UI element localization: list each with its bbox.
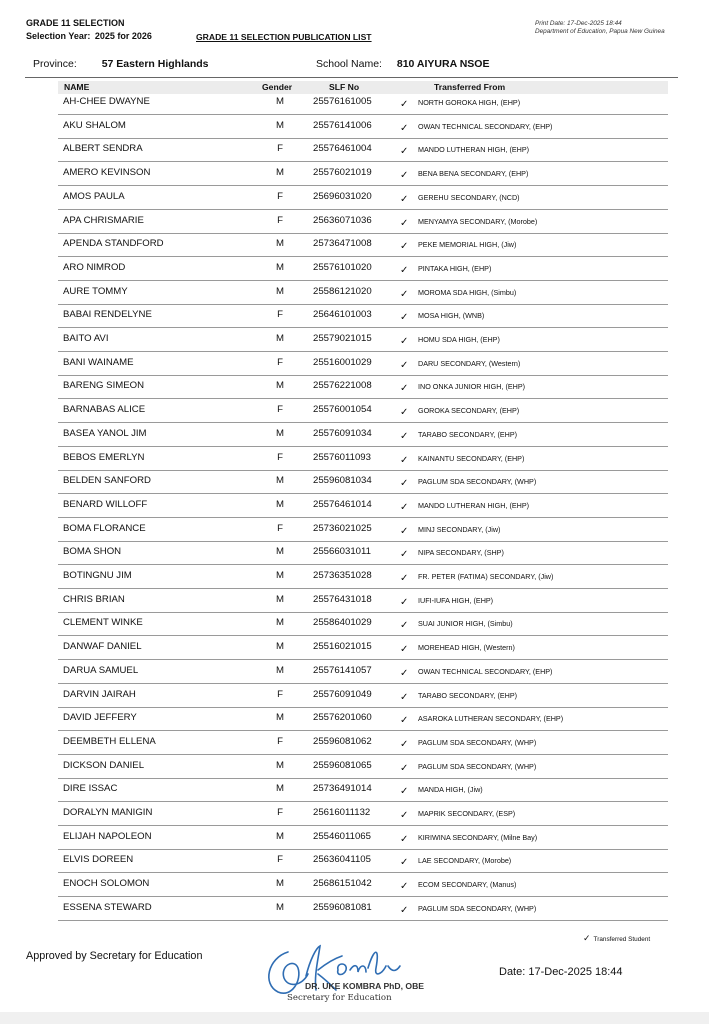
slf-number: 25686151042 <box>313 878 372 890</box>
student-name: DICKSON DANIEL <box>63 759 145 771</box>
gender: M <box>276 119 284 131</box>
column-header-gender: Gender <box>262 82 293 92</box>
row-divider <box>58 161 668 162</box>
signatory-title: Secretary for Education <box>287 993 392 1003</box>
student-name: DANWAF DANIEL <box>63 641 142 653</box>
selection-year-label: Selection Year: <box>26 31 91 41</box>
table-row <box>0 522 709 546</box>
transferred-check-icon: ✓ <box>400 762 409 774</box>
row-divider <box>58 398 668 399</box>
row-divider <box>58 588 668 589</box>
transferred-from: MOROMA SDA HIGH, (Simbu) <box>418 287 517 297</box>
school-label: School Name: <box>316 58 382 70</box>
slf-number: 25596081062 <box>313 735 372 747</box>
slf-number: 25736471008 <box>313 238 372 250</box>
transferred-from: MANDO LUTHERAN HIGH, (EHP) <box>418 145 530 155</box>
transferred-check-icon: ✓ <box>400 383 409 395</box>
slf-number: 25576201060 <box>313 712 372 724</box>
table-row <box>0 308 709 332</box>
slf-number: 25566031011 <box>313 546 371 558</box>
transferred-check-icon: ✓ <box>400 715 409 727</box>
publication-title: GRADE 11 SELECTION PUBLICATION LIST <box>196 32 372 42</box>
transferred-check-icon: ✓ <box>400 217 409 229</box>
gender: M <box>276 830 284 842</box>
slf-number: 25576461014 <box>313 498 372 510</box>
gender: M <box>276 546 284 558</box>
slf-number: 25596081034 <box>313 475 372 487</box>
slf-number: 25576221008 <box>313 380 372 392</box>
student-name: DEEMBETH ELLENA <box>63 735 156 747</box>
transferred-check-icon: ✓ <box>400 857 409 869</box>
gender: M <box>276 593 284 605</box>
transferred-from: KIRIWINA SECONDARY, (Milne Bay) <box>418 832 538 842</box>
student-name: DIRE ISSAC <box>63 783 118 795</box>
slf-number: 25576011093 <box>313 451 371 463</box>
column-header-name: NAME <box>64 82 90 92</box>
student-name: ALBERT SENDRA <box>63 143 143 155</box>
slf-number: 25576101020 <box>313 261 372 273</box>
gender: M <box>276 96 284 107</box>
school <box>316 58 489 70</box>
school-value: 810 AIYURA NSOE <box>396 58 490 70</box>
table-row <box>0 711 709 735</box>
table-row <box>0 427 709 451</box>
slf-number: 25736351028 <box>313 570 372 581</box>
header-divider <box>25 77 678 78</box>
row-divider <box>58 872 668 873</box>
slf-number: 25576021019 <box>313 167 372 179</box>
header-left <box>26 17 152 43</box>
transferred-from: PINTAKA HIGH, (EHP) <box>418 263 492 273</box>
gender: M <box>276 475 284 487</box>
row-divider <box>58 778 668 779</box>
row-divider <box>58 896 668 897</box>
transferred-check-icon: ✓ <box>400 573 409 584</box>
table-row <box>0 356 709 380</box>
print-date: Print Date: 17-Dec-2025 18:44 <box>535 20 622 27</box>
student-name: DARUA SAMUEL <box>63 664 139 676</box>
transferred-from: TARABO SECONDARY, (EHP) <box>418 429 518 439</box>
slf-number: 25696031020 <box>313 190 372 202</box>
table-row <box>0 735 709 759</box>
transferred-check-icon: ✓ <box>400 786 409 798</box>
transferred-check-icon: ✓ <box>400 644 409 656</box>
slf-number: 25736491014 <box>313 783 372 795</box>
transferred-from: GOROKA SECONDARY, (EHP) <box>418 406 520 416</box>
row-divider <box>58 185 668 186</box>
gender: M <box>276 498 284 510</box>
table-row <box>0 688 709 712</box>
slf-number: 25636071036 <box>313 214 372 226</box>
signatory-name: DR. UKE KOMBRA PhD, OBE <box>305 981 425 991</box>
gender: M <box>276 664 284 676</box>
table-row <box>0 142 709 166</box>
student-name: AH-CHEE DWAYNE <box>63 96 150 107</box>
transferred-check-icon: ✓ <box>400 596 409 608</box>
transferred-from: KAINANTU SECONDARY, (EHP) <box>418 453 525 463</box>
row-divider <box>58 707 668 708</box>
transferred-from: PAGLUM SDA SECONDARY, (WHP) <box>418 761 537 771</box>
transferred-check-icon: ✓ <box>400 288 409 300</box>
legend <box>583 933 650 944</box>
slf-number: 25596081065 <box>313 759 372 771</box>
student-name: BOTINGNU JIM <box>63 570 132 581</box>
gender: F <box>277 356 283 368</box>
transferred-check-icon: ✓ <box>400 454 409 466</box>
selection-year-value: 2025 for 2026 <box>94 31 152 41</box>
page-bottom-edge <box>0 1012 709 1024</box>
transferred-from: NIPA SECONDARY, (SHP) <box>418 548 504 558</box>
row-divider <box>58 849 668 850</box>
row-divider <box>58 470 668 471</box>
gender: F <box>277 190 283 202</box>
slf-number: 25596081081 <box>313 901 372 913</box>
transferred-from: GEREHU SECONDARY, (NCD) <box>418 192 520 202</box>
transferred-from: MANDO LUTHERAN HIGH, (EHP) <box>418 500 530 510</box>
slf-number: 25579021015 <box>313 333 372 344</box>
slf-number: 25576461004 <box>313 143 372 155</box>
column-header-transferred: Transferred From <box>434 82 506 92</box>
table-row <box>0 237 709 261</box>
student-name: BELDEN SANFORD <box>63 475 151 487</box>
table-row <box>0 95 709 119</box>
transferred-check-icon: ✓ <box>400 667 409 679</box>
student-name: BENARD WILLOFF <box>63 498 148 510</box>
slf-number: 25576091049 <box>313 688 372 700</box>
student-name: DORALYN MANIGIN <box>63 807 153 818</box>
table-row <box>0 593 709 617</box>
row-divider <box>58 612 668 613</box>
signature-image <box>258 940 408 1000</box>
transferred-check-icon: ✓ <box>400 122 409 134</box>
student-name: CHRIS BRIAN <box>63 593 125 605</box>
student-name: DARVIN JAIRAH <box>63 688 136 700</box>
transferred-check-icon: ✓ <box>400 525 409 537</box>
table-row <box>0 901 709 925</box>
row-divider <box>58 233 668 234</box>
slf-number: 25516021015 <box>313 641 372 653</box>
table-row <box>0 332 709 356</box>
table-row <box>0 782 709 806</box>
header-right <box>535 20 665 36</box>
table-row <box>0 759 709 783</box>
transferred-from: MENYAMYA SECONDARY, (Morobe) <box>418 216 538 226</box>
legend-text: Transferred Student <box>593 936 651 943</box>
transferred-from: MAPRIK SECONDARY, (ESP) <box>418 809 516 818</box>
row-divider <box>58 422 668 423</box>
gender: F <box>277 309 283 321</box>
gender: M <box>276 285 284 297</box>
slf-number: 25586401029 <box>313 617 372 629</box>
table-row <box>0 640 709 664</box>
gender: M <box>276 238 284 250</box>
transferred-from: HOMU SDA HIGH, (EHP) <box>418 335 500 344</box>
table-row <box>0 190 709 214</box>
slf-number: 25546011065 <box>313 830 371 842</box>
table-row <box>0 166 709 190</box>
row-divider <box>58 446 668 447</box>
gender: F <box>277 214 283 226</box>
row-divider <box>58 327 668 328</box>
transferred-from: BENA BENA SECONDARY, (EHP) <box>418 169 529 179</box>
province-value: 57 Eastern Highlands <box>101 58 209 70</box>
student-name: AMOS PAULA <box>63 190 125 202</box>
transferred-check-icon: ✓ <box>400 241 409 253</box>
gender: F <box>277 404 283 416</box>
transferred-from: ECOM SECONDARY, (Manus) <box>418 880 517 890</box>
student-name: ELVIS DOREEN <box>63 854 134 866</box>
transferred-check-icon: ✓ <box>400 549 409 561</box>
gender: M <box>276 333 284 344</box>
slf-number: 25576141057 <box>313 664 372 676</box>
student-name: BOMA FLORANCE <box>63 522 146 534</box>
approved-by: Approved by Secretary for Education <box>26 950 203 962</box>
transferred-from: MOREHEAD HIGH, (Western) <box>418 643 515 653</box>
student-name: BASEA YANOL JIM <box>63 427 147 439</box>
student-name: BANI WAINAME <box>63 356 134 368</box>
approval-date: Date: 17-Dec-2025 18:44 <box>499 966 623 978</box>
transferred-from: IUFI-IUFA HIGH, (EHP) <box>418 595 494 605</box>
row-divider <box>58 304 668 305</box>
table-row <box>0 877 709 901</box>
table-row <box>0 451 709 475</box>
transferred-check-icon: ✓ <box>400 833 409 845</box>
gender: M <box>276 641 284 653</box>
transferred-from: OWAN TECHNICAL SECONDARY, (EHP) <box>418 121 553 131</box>
table-row <box>0 119 709 143</box>
student-name: ELIJAH NAPOLEON <box>63 830 152 842</box>
table-row <box>0 806 709 830</box>
gender: M <box>276 901 284 913</box>
transferred-from: ASAROKA LUTHERAN SECONDARY, (EHP) <box>418 714 564 724</box>
row-divider <box>58 114 668 115</box>
transferred-check-icon: ✓ <box>400 264 409 276</box>
gender: F <box>277 688 283 700</box>
transferred-from: PAGLUM SDA SECONDARY, (WHP) <box>418 477 537 487</box>
table-row <box>0 545 709 569</box>
table-row <box>0 379 709 403</box>
slf-number: 25616011132 <box>313 807 371 818</box>
table-row <box>0 664 709 688</box>
student-name: AMERO KEVINSON <box>63 167 151 179</box>
department: Department of Education, Papua New Guinea <box>535 28 665 35</box>
check-icon: ✓ <box>583 933 591 943</box>
row-divider <box>58 825 668 826</box>
transferred-check-icon: ✓ <box>400 478 409 490</box>
student-name: ESSENA STEWARD <box>63 901 152 913</box>
transferred-from: MANDA HIGH, (Jiw) <box>418 785 483 795</box>
gender: M <box>276 712 284 724</box>
student-name: AKU SHALOM <box>63 119 126 131</box>
gender: M <box>276 783 284 795</box>
transferred-from: INO ONKA JUNIOR HIGH, (EHP) <box>418 382 526 392</box>
transferred-from: PAGLUM SDA SECONDARY, (WHP) <box>418 903 537 913</box>
selection-year <box>26 30 152 43</box>
row-divider <box>58 493 668 494</box>
transferred-from: NORTH GOROKA HIGH, (EHP) <box>418 98 521 107</box>
slf-number: 25576141006 <box>313 119 372 131</box>
slf-number: 25576161005 <box>313 96 372 107</box>
table-row <box>0 498 709 522</box>
transferred-from: FR. PETER (FATIMA) SECONDARY, (Jiw) <box>418 572 554 581</box>
column-header-slf: SLF No <box>329 82 360 92</box>
slf-number: 25736021025 <box>313 522 372 534</box>
row-divider <box>58 256 668 257</box>
student-name: BARNABAS ALICE <box>63 404 146 416</box>
slf-number: 25516001029 <box>313 356 372 368</box>
student-name: APENDA STANDFORD <box>63 238 164 250</box>
row-divider <box>58 209 668 210</box>
table-row <box>0 616 709 640</box>
transferred-from: DARU SECONDARY, (Western) <box>418 358 521 368</box>
row-divider <box>58 659 668 660</box>
row-divider <box>58 683 668 684</box>
table-row <box>0 403 709 427</box>
document-title: GRADE 11 SELECTION <box>26 18 125 28</box>
transferred-from: SUAI JUNIOR HIGH, (Simbu) <box>418 619 513 629</box>
student-name: ENOCH SOLOMON <box>63 878 150 890</box>
transferred-check-icon: ✓ <box>400 501 409 513</box>
transferred-from: TARABO SECONDARY, (EHP) <box>418 690 518 700</box>
row-divider <box>58 635 668 636</box>
transferred-check-icon: ✓ <box>400 359 409 371</box>
table-row <box>0 261 709 285</box>
transferred-from: PEKE MEMORIAL HIGH, (Jiw) <box>418 240 517 250</box>
transferred-from: MINJ SECONDARY, (Jiw) <box>418 524 501 534</box>
row-divider <box>58 280 668 281</box>
slf-number: 25636041105 <box>313 854 371 866</box>
gender: M <box>276 380 284 392</box>
transferred-check-icon: ✓ <box>400 146 409 158</box>
transferred-check-icon: ✓ <box>400 691 409 703</box>
gender: M <box>276 617 284 629</box>
gender: F <box>277 735 283 747</box>
slf-number: 25576091034 <box>313 427 372 439</box>
row-divider <box>58 754 668 755</box>
student-name: APA CHRISMARIE <box>63 214 144 226</box>
student-name: ARO NIMROD <box>63 261 126 273</box>
slf-number: 25586121020 <box>313 285 372 297</box>
table-row <box>0 853 709 877</box>
gender: F <box>277 807 283 818</box>
transferred-check-icon: ✓ <box>400 170 409 182</box>
gender: M <box>276 878 284 890</box>
transferred-check-icon: ✓ <box>400 881 409 893</box>
table-row <box>0 569 709 593</box>
row-divider <box>58 541 668 542</box>
student-name: BOMA SHON <box>63 546 122 558</box>
transferred-check-icon: ✓ <box>400 193 409 205</box>
transferred-from: OWAN TECHNICAL SECONDARY, (EHP) <box>418 666 553 676</box>
transferred-check-icon: ✓ <box>400 312 409 324</box>
transferred-check-icon: ✓ <box>400 336 409 347</box>
row-divider <box>58 351 668 352</box>
column-header-bar <box>58 81 668 94</box>
student-name: BEBOS EMERLYN <box>63 451 145 463</box>
transferred-check-icon: ✓ <box>400 904 409 916</box>
gender: M <box>276 570 284 581</box>
student-name: AURE TOMMY <box>63 285 128 297</box>
slf-number: 25576001054 <box>313 404 372 416</box>
student-name: BARENG SIMEON <box>63 380 145 392</box>
row-divider <box>58 564 668 565</box>
transferred-from: LAE SECONDARY, (Morobe) <box>418 856 512 866</box>
gender: M <box>276 759 284 771</box>
province-label: Province: <box>33 58 77 70</box>
transferred-check-icon: ✓ <box>400 99 409 110</box>
table-row <box>0 214 709 238</box>
gender: M <box>276 167 284 179</box>
student-name: BABAI RENDELYNE <box>63 309 152 321</box>
student-name: CLEMENT WINKE <box>63 617 143 629</box>
transferred-check-icon: ✓ <box>400 810 409 821</box>
gender: F <box>277 451 283 463</box>
gender: M <box>276 261 284 273</box>
table-row <box>0 474 709 498</box>
table-row <box>0 285 709 309</box>
row-divider <box>58 375 668 376</box>
transferred-check-icon: ✓ <box>400 407 409 419</box>
gender: F <box>277 522 283 534</box>
table-row <box>0 830 709 854</box>
transferred-check-icon: ✓ <box>400 738 409 750</box>
transferred-check-icon: ✓ <box>400 620 409 632</box>
student-name: BAITO AVI <box>63 333 109 344</box>
row-divider <box>58 730 668 731</box>
transferred-check-icon: ✓ <box>400 430 409 442</box>
row-divider <box>58 801 668 802</box>
row-divider <box>58 920 668 921</box>
student-name: DAVID JEFFERY <box>63 712 137 724</box>
slf-number: 25646101003 <box>313 309 372 321</box>
row-divider <box>58 517 668 518</box>
transferred-from: PAGLUM SDA SECONDARY, (WHP) <box>418 737 537 747</box>
slf-number: 25576431018 <box>313 593 372 605</box>
gender: F <box>277 143 283 155</box>
province <box>33 58 209 70</box>
gender: M <box>276 427 284 439</box>
transferred-from: MOSA HIGH, (WNB) <box>418 311 485 321</box>
row-divider <box>58 138 668 139</box>
gender: F <box>277 854 283 866</box>
